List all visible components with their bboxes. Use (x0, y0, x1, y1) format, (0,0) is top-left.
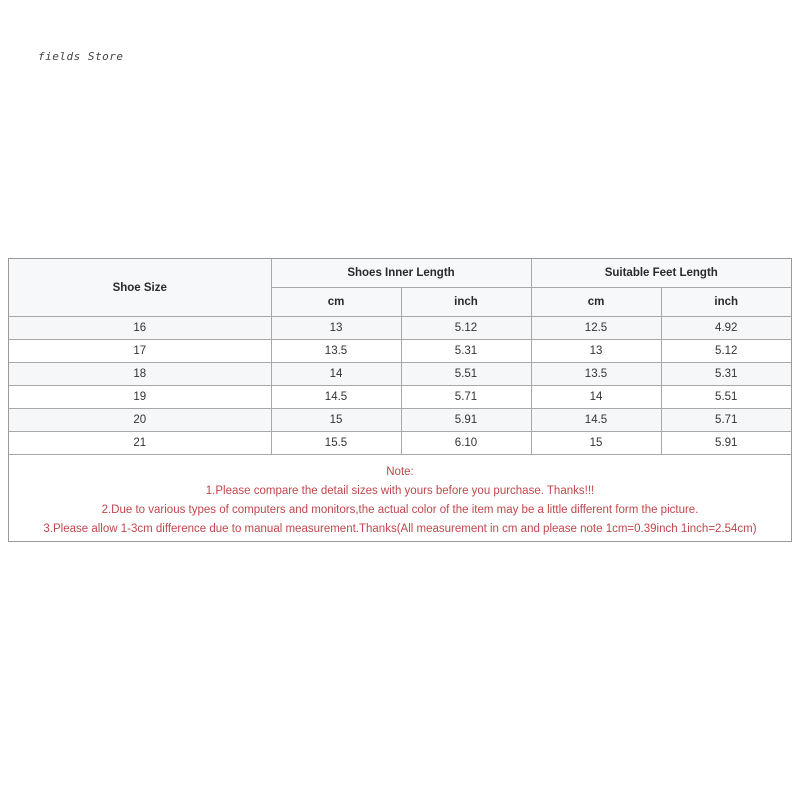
subheader-feet-cm: cm (531, 288, 661, 317)
table-row (9, 363, 791, 386)
subheader-feet-inch: inch (661, 288, 791, 317)
note-line-1: 1.Please compare the detail sizes with yours before you purchase. Thanks!!! (205, 485, 595, 497)
cell-inner-inch: 5.51 (401, 363, 531, 386)
cell-feet-cm: 14 (531, 386, 661, 409)
cell-inner-cm: 13 (271, 317, 401, 340)
size-chart (8, 258, 792, 542)
feet-length-header: Suitable Feet Length (531, 259, 791, 288)
cell-inner-inch: 5.31 (401, 340, 531, 363)
cell-feet-cm: 13.5 (531, 363, 661, 386)
cell-feet-inch: 5.91 (661, 432, 791, 455)
cell-inner-cm: 13.5 (271, 340, 401, 363)
cell-feet-inch: 5.71 (661, 409, 791, 432)
cell-feet-inch: 4.92 (661, 317, 791, 340)
store-name: fields Store (38, 50, 124, 63)
cell-feet-inch: 5.12 (661, 340, 791, 363)
cell-inner-cm: 14 (271, 363, 401, 386)
cell-feet-inch: 5.31 (661, 363, 791, 386)
cell-shoe-size: 21 (9, 432, 271, 455)
cell-shoe-size: 17 (9, 340, 271, 363)
size-table (9, 259, 791, 455)
table-row (9, 340, 791, 363)
table-row (9, 432, 791, 455)
cell-inner-inch: 5.71 (401, 386, 531, 409)
notes-title: Note: (386, 466, 414, 478)
cell-shoe-size: 20 (9, 409, 271, 432)
cell-inner-inch: 5.12 (401, 317, 531, 340)
inner-length-header: Shoes Inner Length (271, 259, 531, 288)
subheader-inner-inch: inch (401, 288, 531, 317)
cell-inner-cm: 14.5 (271, 386, 401, 409)
cell-inner-inch: 5.91 (401, 409, 531, 432)
cell-feet-inch: 5.51 (661, 386, 791, 409)
cell-feet-cm: 14.5 (531, 409, 661, 432)
cell-feet-cm: 13 (531, 340, 661, 363)
cell-shoe-size: 18 (9, 363, 271, 386)
cell-inner-cm: 15.5 (271, 432, 401, 455)
cell-inner-cm: 15 (271, 409, 401, 432)
cell-shoe-size: 16 (9, 317, 271, 340)
cell-feet-cm: 12.5 (531, 317, 661, 340)
cell-inner-inch: 6.10 (401, 432, 531, 455)
table-row (9, 409, 791, 432)
note-line-2: 2.Due to various types of computers and monitors,the actual color of the item may be a little different form the picture. (101, 504, 699, 516)
cell-shoe-size: 19 (9, 386, 271, 409)
table-row (9, 386, 791, 409)
cell-feet-cm: 15 (531, 432, 661, 455)
shoe-size-header: Shoe Size (9, 259, 271, 317)
note-line-3: 3.Please allow 1-3cm difference due to manual measurement.Thanks(All measurement in cm and please note 1cm=0.39inch 1inch=2.54cm) (43, 523, 757, 535)
table-row (9, 317, 791, 340)
subheader-inner-cm: cm (271, 288, 401, 317)
notes-section (9, 463, 791, 539)
table-header-row (9, 259, 791, 288)
